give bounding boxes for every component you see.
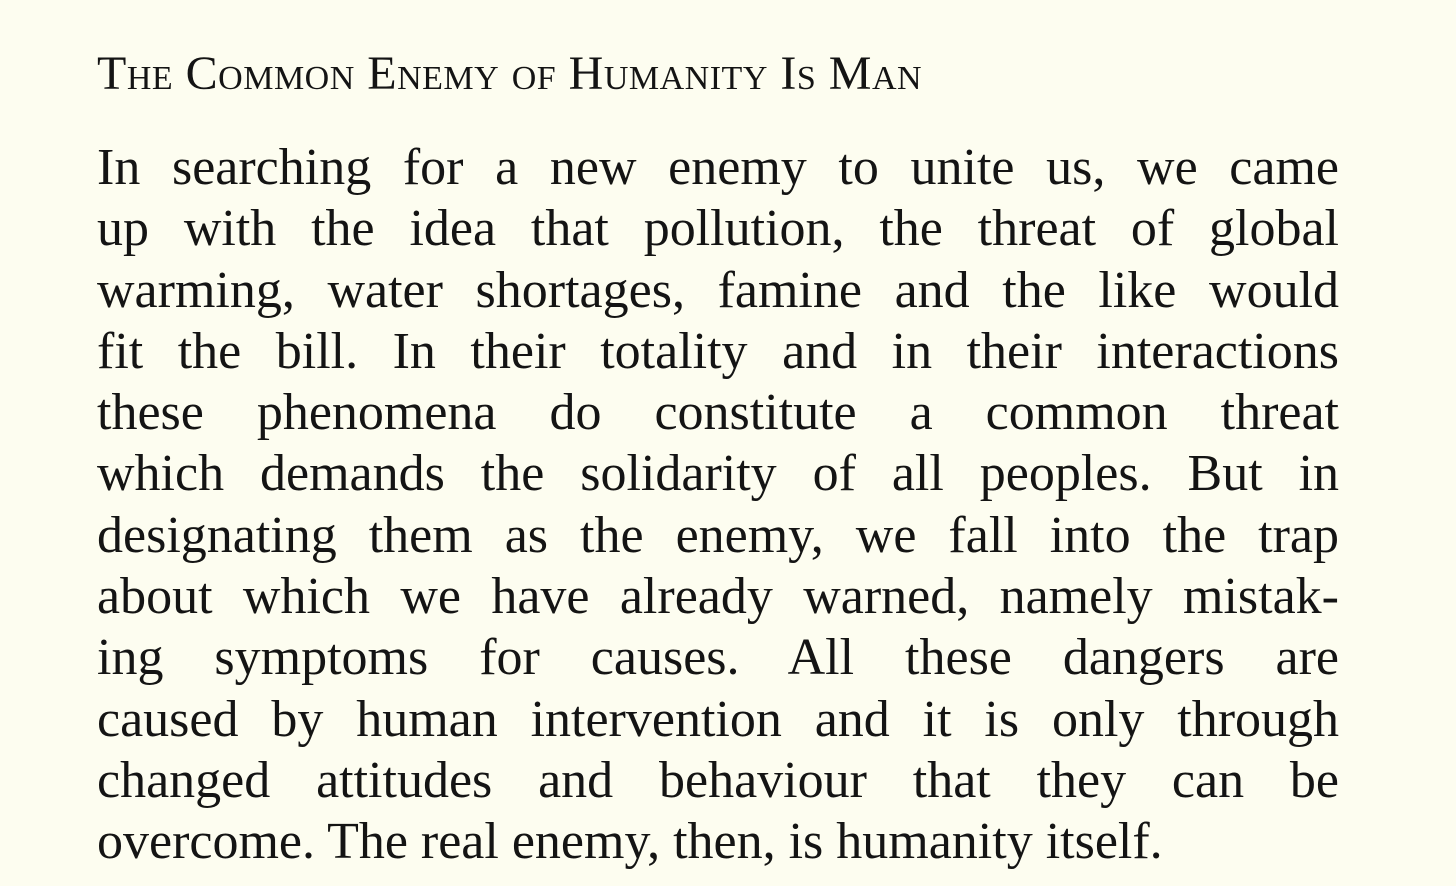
paragraph-line: ing symptoms for causes. All these dangers are [97,629,1339,687]
paragraph-line: which demands the solidarity of all peoples. But in [97,445,1339,503]
paragraph-line: designating them as the enemy, we fall into the trap [97,506,1339,564]
paragraph-line: In searching for a new enemy to unite us, we came [97,139,1339,196]
body-paragraph [97,137,1339,873]
paragraph-line: warming, water shortages, famine and the like would [97,261,1339,319]
paragraph-line: up with the idea that pollution, the threat of global [97,200,1339,258]
section-heading: The Common Enemy of Humanity Is Man [97,47,923,100]
paragraph-line: about which we have already warned, namely mistak- [97,568,1339,626]
paragraph-line: caused by human intervention and it is only through [97,690,1339,748]
paragraph-line: fit the bill. In their totality and in their interactions [97,322,1339,380]
paragraph-line: overcome. The real enemy, then, is humanity itself. [97,813,1163,871]
paragraph-line: changed attitudes and behaviour that they can be [97,751,1339,809]
paragraph-line: these phenomena do constitute a common threat [97,384,1339,442]
